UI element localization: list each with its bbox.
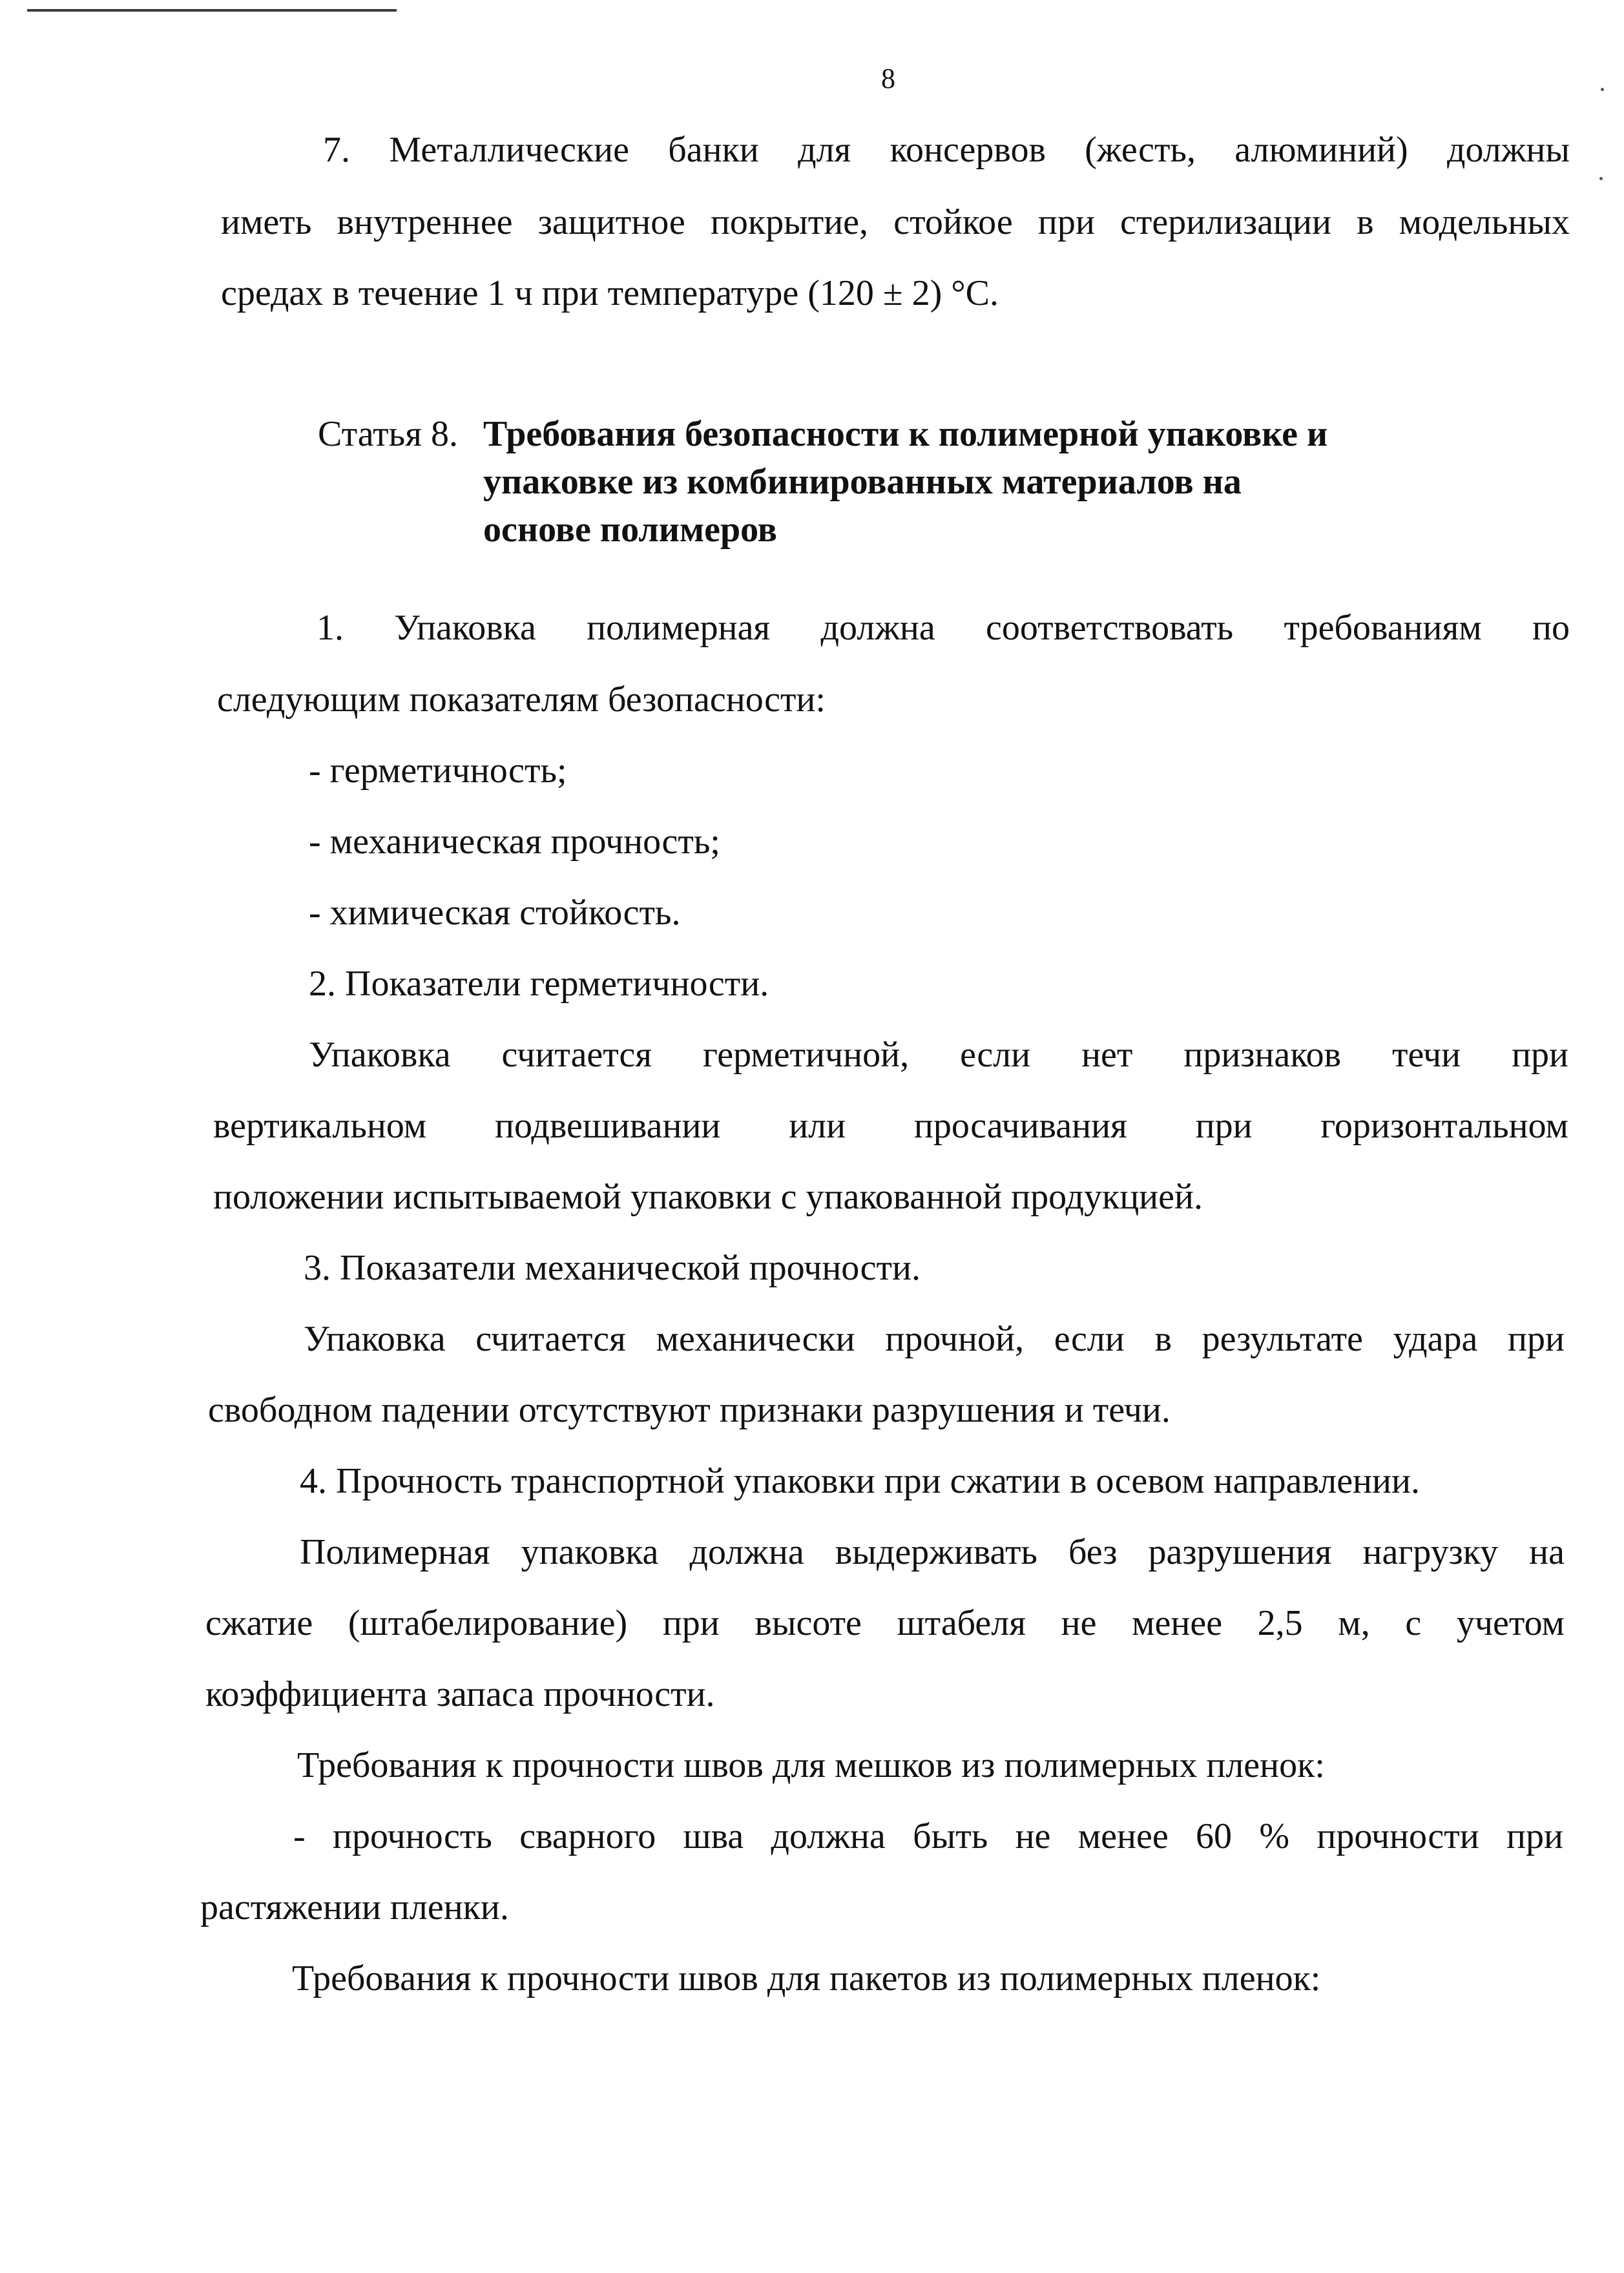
article-title-line3: основе полимеров	[483, 510, 778, 550]
para7-line3: средах в течение 1 ч при температуре (120 ± 2) °C.	[221, 273, 999, 313]
bullet-item: - химическая стойкость.	[309, 893, 681, 933]
item2-line1: Упаковка считается герметичной, если нет признаков течи при	[309, 1035, 1568, 1075]
item1-line2: следующим показателям безопасности:	[217, 680, 826, 720]
page-number: 8	[881, 63, 895, 94]
seams-bags-line2: растяжении пленки.	[200, 1887, 509, 1927]
seams-packets-intro: Требования к прочности швов для пакетов из полимерных пленок:	[292, 1958, 1321, 1998]
seams-bags-line1: - прочность сварного шва должна быть не менее 60 % прочности при	[293, 1816, 1563, 1856]
para7-line1: 7. Металлические банки для консервов (жесть, алюминий) должны	[323, 130, 1570, 170]
item2-line2: вертикальном подвешивании или просачивания при горизонтальном	[213, 1106, 1568, 1146]
item4-line1: Полимерная упаковка должна выдерживать без разрушения нагрузку на	[300, 1532, 1565, 1572]
bullet-item: - механическая прочность;	[309, 822, 720, 862]
item3-line1: Упаковка считается механически прочной, если в результате удара при	[304, 1319, 1565, 1359]
para7-line2: иметь внутреннее защитное покрытие, стойкое при стерилизации в модельных	[221, 202, 1570, 242]
item3-line2: свободном падении отсутствуют признаки разрушения и течи.	[208, 1390, 1171, 1430]
article-title-line2: упаковке из комбинированных материалов на	[483, 462, 1242, 502]
seams-bags-intro: Требования к прочности швов для мешков из полимерных пленок:	[297, 1745, 1325, 1785]
item2-heading: 2. Показатели герметичности.	[309, 964, 769, 1004]
item4-line2: сжатие (штабелирование) при высоте штабеля не менее 2,5 м, с учетом	[205, 1603, 1565, 1643]
scan-speck	[1601, 88, 1604, 91]
item3-heading: 3. Показатели механической прочности.	[304, 1248, 921, 1288]
item1-line1: 1. Упаковка полимерная должна соответствовать требованиям по	[317, 608, 1570, 648]
item4-heading: 4. Прочность транспортной упаковки при сжатии в осевом направлении.	[300, 1461, 1420, 1501]
item4-line3: коэффициента запаса прочности.	[205, 1674, 715, 1714]
item2-line3: положении испытываемой упаковки с упакованной продукцией.	[213, 1177, 1203, 1217]
bullet-item: - герметичность;	[309, 751, 567, 791]
scan-edge-line	[27, 9, 397, 12]
scan-speck	[1599, 177, 1603, 180]
article-title-line1: Требования безопасности к полимерной упаковке и	[483, 414, 1328, 454]
article-prefix: Статья 8.	[318, 414, 458, 454]
